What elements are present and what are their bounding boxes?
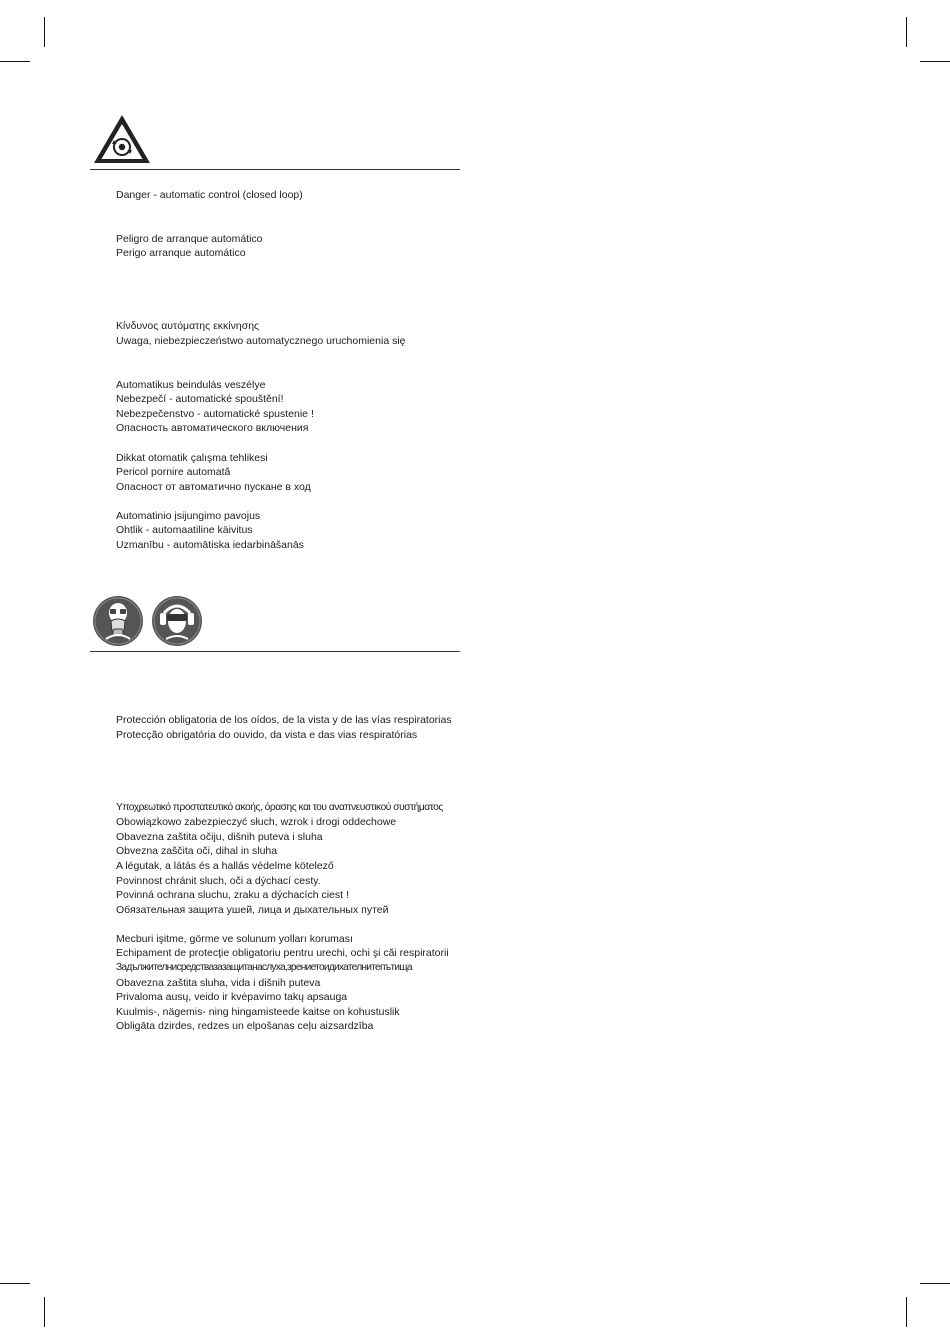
crop-mark — [44, 1297, 45, 1327]
section-divider — [90, 169, 460, 170]
text-line: Privaloma ausų, veido ir kvėpavimo takų apsauga — [116, 991, 348, 1003]
ear-and-eye-protection-icon — [151, 595, 203, 647]
text-line: Nebezpečenstvo - automatické spustenie ! — [116, 408, 314, 420]
crop-mark — [920, 1283, 950, 1284]
text-line: Obavezna zaštita očiju, dišnih puteva i sluha — [116, 831, 323, 843]
text-line: A légutak, a látás és a hallás védelme kötelező — [116, 860, 334, 872]
text-line: Echipament de protecţie obligatoriu pentru urechi, ochi şi căi respiratorii — [116, 947, 449, 959]
warning-triangle-automatic-start-icon — [92, 113, 152, 165]
crop-mark — [906, 1297, 907, 1327]
text-line: Опасност от автоматично пускане в ход — [116, 481, 311, 493]
text-line: Obowiązkowo zabezpieczyć słuch, wzrok i drogi oddechowe — [116, 816, 397, 828]
respirator-mask-icon — [92, 595, 144, 647]
text-line: Υποχρεωτικό προστατευτικό ακοής, όρασης και του αναπνευστικού συστήματος — [116, 802, 443, 813]
text-line: Obvezna zaščita oči, dihal in sluha — [116, 845, 278, 857]
text-line: Automatikus beindulás veszélye — [116, 379, 266, 391]
text-line: Uzmanību - automātiska iedarbināšanās — [116, 539, 304, 551]
text-line: Povinnost chránit sluch, oči a dýchací cesty. — [116, 875, 321, 887]
text-line: Automatinio įsijungimo pavojus — [116, 510, 261, 522]
crop-mark — [906, 17, 907, 47]
text-line: Ohtlik - automaatiline käivitus — [116, 524, 253, 536]
text-line: Obligāta dzirdes, redzes un elpošanas ceļu aizsardzība — [116, 1020, 374, 1032]
text-line: Peligro de arranque automático — [116, 233, 263, 245]
text-line: Danger - automatic control (closed loop) — [116, 189, 303, 201]
crop-mark — [0, 1283, 30, 1284]
text-line: Protección obligatoria de los oídos, de la vista y de las vías respiratorias — [116, 714, 452, 726]
text-line: Povinná ochrana sluchu, zraku a dýchacích ciest ! — [116, 889, 349, 901]
text-line: Obavezna zaštita sluha, vida i dišnih puteva — [116, 977, 321, 989]
text-line: Mecburi işitme, görme ve solunum yolları koruması — [116, 933, 353, 945]
crop-mark — [920, 61, 950, 62]
text-line: Perigo arranque automático — [116, 247, 246, 259]
crop-mark — [0, 61, 30, 62]
section-divider — [90, 651, 460, 652]
text-line: Protecção obrigatória do ouvido, da vista e das vias respiratórias — [116, 729, 418, 741]
text-line: Задължителнисредствазазащитанаслуха,зрениетоидихателнитепътища — [116, 962, 412, 973]
text-line: Uwaga, niebezpieczeństwo automatycznego uruchomienia się — [116, 335, 406, 347]
text-line: Обязательная защита ушей, лица и дыхательных путей — [116, 904, 389, 916]
crop-mark — [44, 17, 45, 47]
text-line: Kuulmis-, nägemis- ning hingamisteede kaitse on kohustuslik — [116, 1006, 400, 1018]
text-line: Dikkat otomatik çalışma tehlikesi — [116, 452, 268, 464]
text-line: Опасность автоматического включения — [116, 422, 309, 434]
text-line: Nebezpečí - automatické spouštění! — [116, 393, 284, 405]
text-line: Κίνδυνος αυτόματης εκκίνησης — [116, 320, 260, 332]
text-line: Pericol pornire automată — [116, 466, 231, 478]
